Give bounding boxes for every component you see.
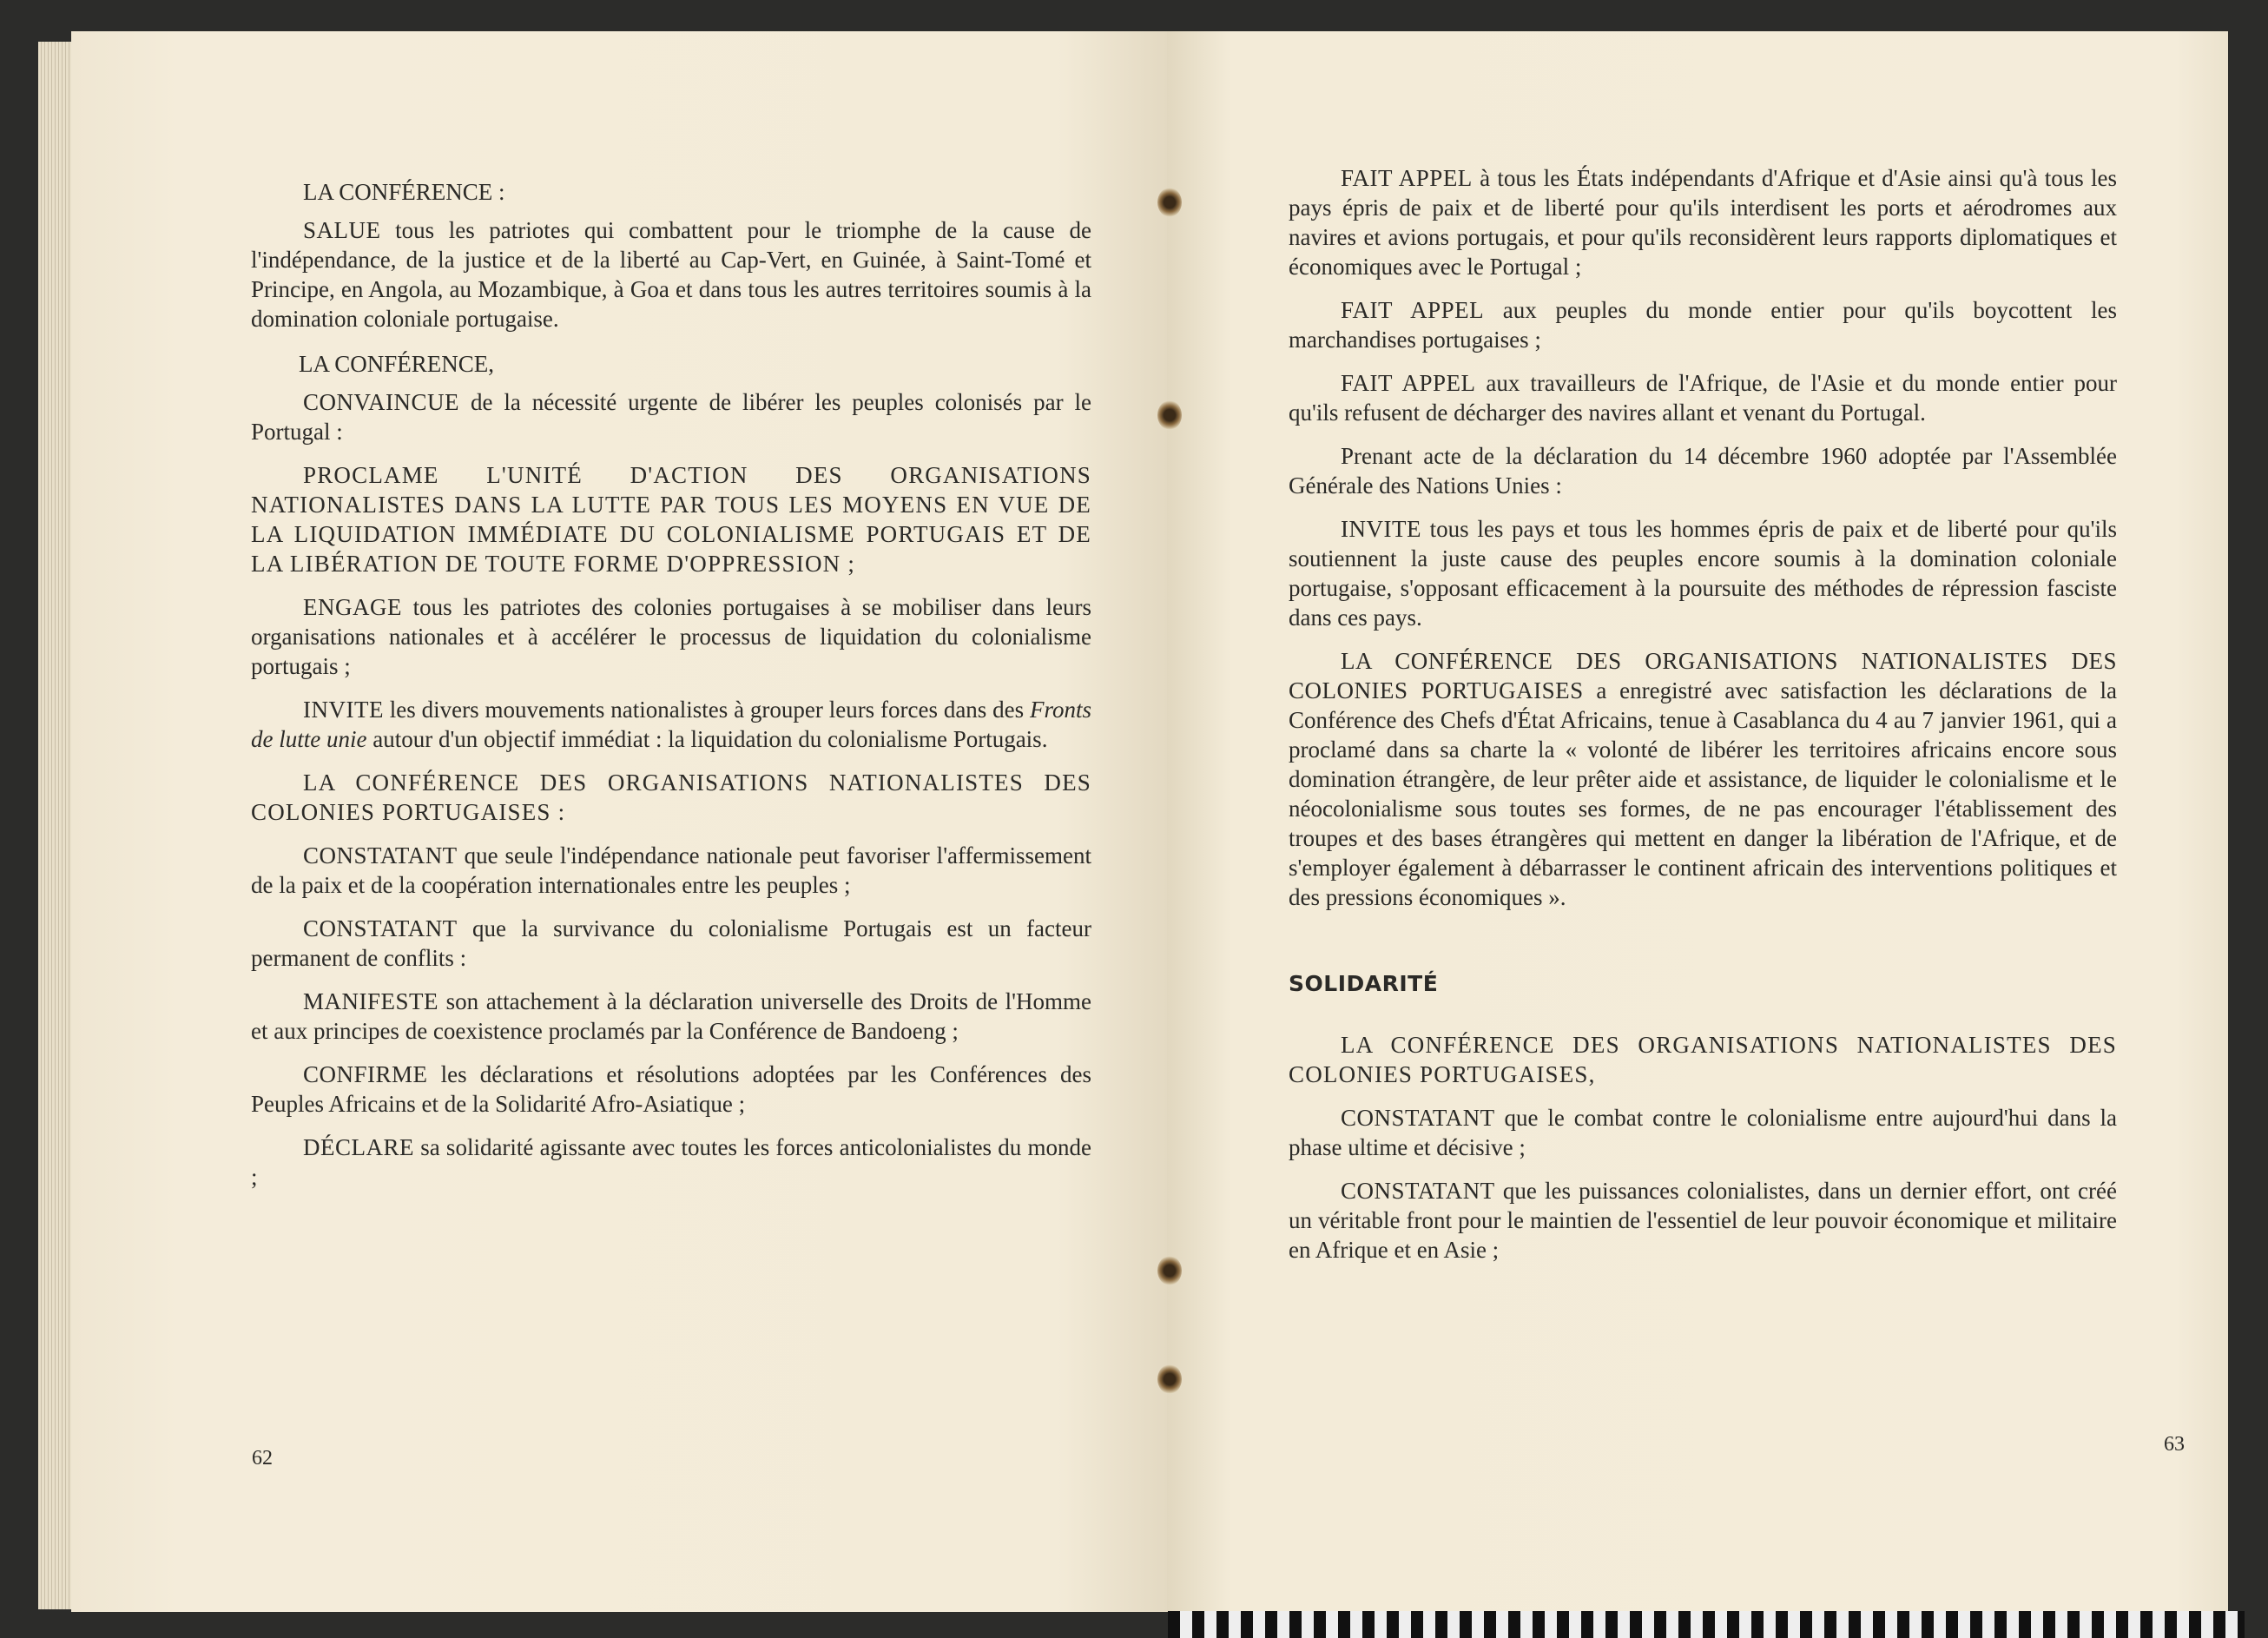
paragraph-lead-word: DÉCLARE: [303, 1134, 414, 1160]
right-page: [1167, 31, 2228, 1612]
paragraph-lead-word: FAIT APPEL: [1341, 370, 1476, 396]
section-title: SOLIDARITÉ: [1289, 971, 1439, 996]
paragraph: [251, 841, 1091, 900]
paragraph-lead-word: CONFIRME: [303, 1061, 428, 1087]
left-text-column: [251, 177, 1091, 1205]
paragraph-text: les déclarations et résolutions adoptées par les Conférences des Peuples Africains et de la Solidarité Afro-Asiatique ;: [251, 1061, 1091, 1117]
paragraph: [251, 1133, 1091, 1192]
paragraph-text: LA CONFÉRENCE DES ORGANISATIONS NATIONALISTES DES COLONIES PORTUGAISES :: [251, 769, 1091, 825]
left-page: [71, 31, 1167, 1612]
page-number-right: 63: [2164, 1433, 2185, 1456]
paragraph-lead-word: CONSTATANT: [303, 842, 458, 869]
paragraph-lead-word: INVITE: [303, 697, 384, 723]
paragraph-text: que les puissances colonialistes, dans un dernier effort, ont créé un véritable front pour le maintien de l'essentiel de leur pouvoir économique et militaire en Afrique et en Asie ;: [1289, 1178, 2117, 1263]
paragraph-text: son attachement à la déclaration universelle des Droits de l'Homme et aux principes de coexistence proclamés par la Conférence de Bandoeng ;: [251, 988, 1091, 1044]
paragraph-lead-word: CONSTATANT: [1341, 1105, 1495, 1131]
paragraph: [251, 914, 1091, 973]
paragraph-text: PROCLAME L'UNITÉ D'ACTION DES ORGANISATIONS NATIONALISTES DANS LA LUTTE PAR TOUS LES MOYENS EN VUE DE LA LIQUIDATION IMMÉDIATE DU COLONIALISME PORTUGAIS ET DE LA LIBÉRATION DE TOUTE FORME D'OPPRESSION ;: [251, 462, 1091, 577]
paragraph-text: aux travailleurs de l'Afrique, de l'Asie et du monde entier pour qu'ils refusent de décharger des navires allant et venant du Portugal.: [1289, 370, 2117, 426]
paragraph: [1289, 368, 2117, 427]
paragraph: [251, 768, 1091, 827]
paragraph-text: tous les patriotes des colonies portugaises à se mobiliser dans leurs organisations nationales et à accélérer le processus de liquidation du colonialisme portugais ;: [251, 594, 1091, 679]
paragraph-text: que le combat contre le colonialisme entre aujourd'hui dans la phase ultime et décisive ;: [1289, 1105, 2117, 1160]
paragraph: [251, 695, 1091, 754]
paragraph: [1289, 514, 2117, 632]
page-edges: [38, 42, 73, 1609]
paragraph-text: que seule l'indépendance nationale peut favoriser l'affermissement de la paix et de la coopération internationales entre les peuples ;: [251, 842, 1091, 898]
binding-stitch-hole: [1157, 400, 1182, 430]
paragraph-lead-word: FAIT APPEL: [1341, 165, 1473, 191]
paragraph: [1289, 441, 2117, 500]
paragraph-lead-word: SALUE: [303, 217, 381, 243]
paragraph-text: LA CONFÉRENCE :: [303, 179, 505, 205]
paragraph-text: tous les pays et tous les hommes épris de paix et de liberté pour qu'ils soutiennent la juste cause des peuples encore soumis à la domination coloniale portugaise, s'opposant efficacement à la poursuite des méthodes de répression fasciste dans ces pays.: [1289, 516, 2117, 631]
binding-stitch-hole: [1157, 188, 1182, 217]
page-number-left: 62: [252, 1447, 273, 1470]
paragraph-lead-word: FAIT APPEL: [1341, 297, 1485, 323]
paragraph-text-continued: autour d'un objectif immédiat : la liquidation du colonialisme Portugais.: [366, 726, 1048, 752]
binding-stitch-hole: [1157, 1256, 1182, 1285]
right-text-column: [1289, 163, 2117, 1278]
paragraph: [251, 387, 1091, 446]
paragraph-text: à tous les États indépendants d'Afrique et d'Asie ainsi qu'à tous les pays épris de paix et de liberté pour qu'ils interdisent les ports et aérodromes aux navires et avions portugais, et pour qu'ils reconsidèrent leurs rapports diplomatiques et économiques avec le Portugal ;: [1289, 165, 2117, 280]
paragraph: [251, 215, 1091, 334]
paragraph-text: les divers mouvements nationalistes à grouper leurs forces dans des: [383, 697, 1030, 723]
paragraph-lead-word: CONSTATANT: [1341, 1178, 1495, 1204]
paragraph-lead-word: INVITE: [1341, 516, 1421, 542]
right-paragraphs: [1289, 163, 2117, 912]
paragraph: [251, 987, 1091, 1046]
paragraph-text: LA CONFÉRENCE,: [299, 351, 495, 377]
paragraph: [251, 592, 1091, 681]
paragraph-text: de la nécessité urgente de libérer les peuples colonisés par le Portugal :: [251, 389, 1091, 445]
paragraph: [1289, 1030, 2117, 1089]
scale-bar: [1168, 1611, 2245, 1638]
paragraph-text: LA CONFÉRENCE DES ORGANISATIONS NATIONALISTES DES COLONIES PORTUGAISES,: [1289, 1032, 2117, 1087]
binding-stitch-hole: [1157, 1364, 1182, 1394]
paragraph: [1289, 295, 2117, 354]
paragraph-lead-word: CONSTATANT: [303, 915, 458, 941]
paragraph-text: tous les patriotes qui combattent pour le triomphe de la cause de l'indépendance, de la justice et de la liberté au Cap-Vert, en Guinée, à Saint-Tomé et Principe, en Angola, au Mozambique, à Goa et dans tous les autres territoires soumis à la domination coloniale portugaise.: [251, 217, 1091, 332]
book-spread: [71, 31, 2228, 1612]
paragraph-lead-word: CONVAINCUE: [303, 389, 460, 415]
paragraph-text: que la survivance du colonialisme Portugais est un facteur permanent de conflits :: [251, 915, 1091, 971]
paragraph: [1289, 646, 2117, 912]
paragraph: [1289, 163, 2117, 281]
paragraph: [251, 1060, 1091, 1119]
paragraph-lead-word: MANIFESTE: [303, 988, 439, 1014]
paragraph-text: sa solidarité agissante avec toutes les forces anticolonialistes du monde ;: [251, 1134, 1091, 1190]
section-paragraphs: [1289, 1030, 2117, 1265]
paragraph-lead-word: LA CONFÉRENCE DES ORGANISATIONS NATIONALISTES DES COLONIES PORTUGAISES: [1289, 648, 2117, 703]
paragraph-text: aux peuples du monde entier pour qu'ils boycottent les marchandises portugaises ;: [1289, 297, 2117, 353]
paragraph: [1289, 1103, 2117, 1162]
paragraph-text: a enregistré avec satisfaction les déclarations de la Conférence des Chefs d'État Africains, tenue à Casablanca du 4 au 7 janvier 1961, qui a proclamé dans sa charte la « volonté de libérer les territoires africains encore sous domination étrangère, de leur prêter aide et assistance, de liquider le colonialisme et le néocolonialisme sous toutes ses formes, de ne pas encourager l'établissement des troupes et des bases étrangères qui mettent en danger la libération de l'Afrique, et de s'employer également à débarrasser le continent africain des interventions politiques et des pressions économiques ».: [1289, 677, 2117, 910]
paragraph-italic-text: Fronts de lutte unie: [251, 697, 1091, 752]
paragraph-text: Prenant acte de la déclaration du 14 décembre 1960 adoptée par l'Assemblée Générale des Nations Unies :: [1289, 443, 2117, 499]
paragraph: [251, 349, 1091, 379]
paragraph: [1289, 1176, 2117, 1265]
paragraph: [251, 460, 1091, 578]
paragraph-lead-word: ENGAGE: [303, 594, 402, 620]
paragraph: [251, 177, 1091, 207]
